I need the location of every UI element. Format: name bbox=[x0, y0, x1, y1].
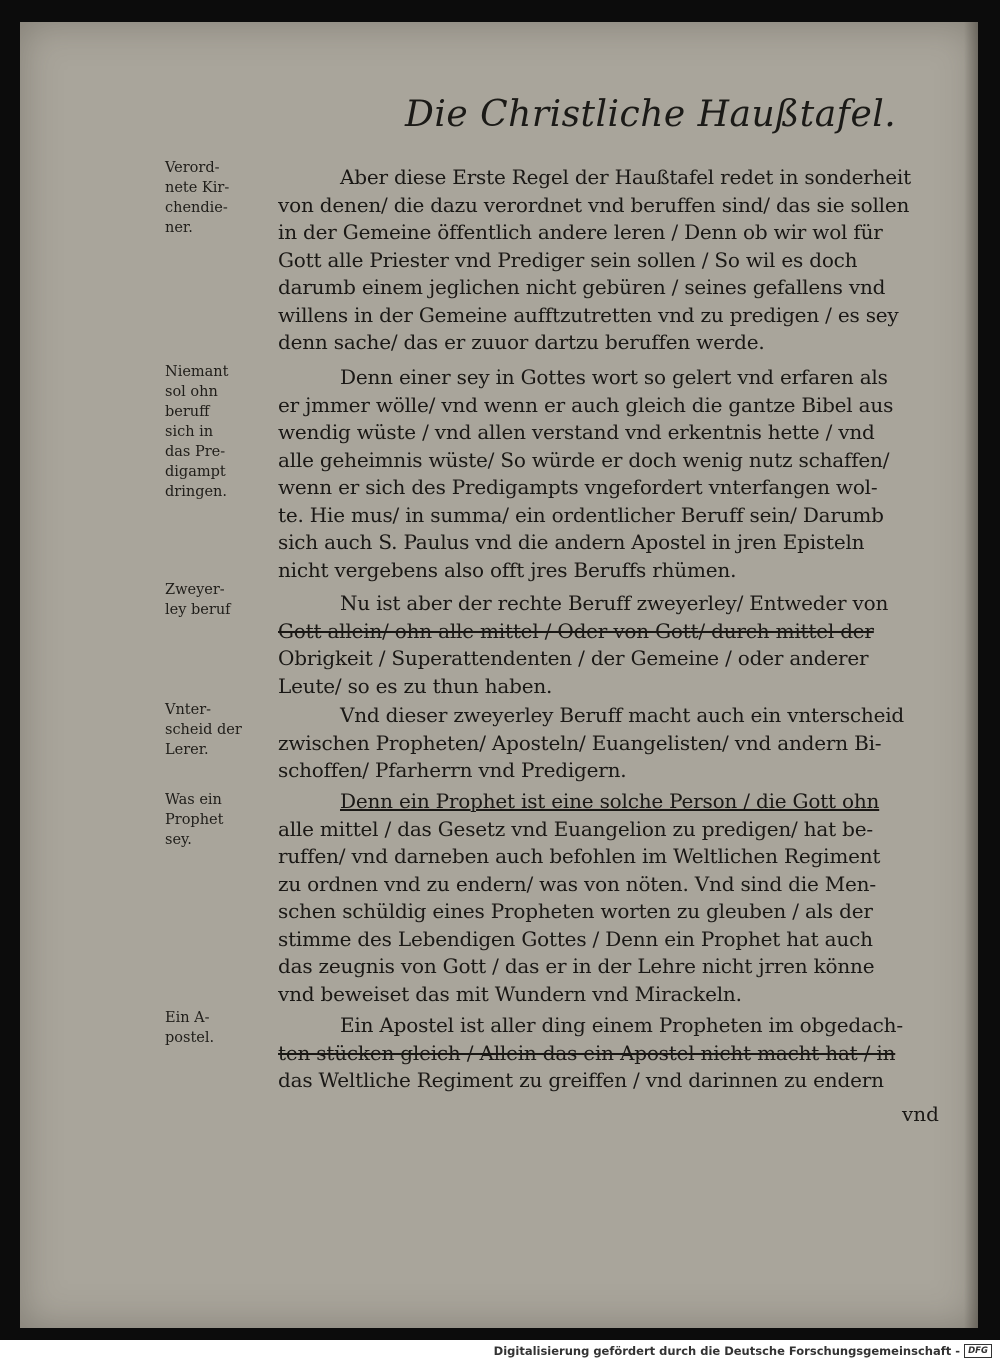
text-line: Denn einer sey in Gottes wort so gelert vnd erfaren als bbox=[340, 365, 888, 389]
text-line: zu ordnen vnd zu endern/ was von nöten. Vnd sind die Men- bbox=[278, 871, 876, 896]
text-line: Aber diese Erste Regel der Haußtafel redet in sonderheit bbox=[340, 165, 911, 189]
text-line: schen schüldig eines Propheten worten zu gleuben / als der bbox=[278, 899, 873, 923]
text-line: schoffen/ Pfarherrn vnd Predigern. bbox=[278, 758, 627, 782]
text-line: das Weltliche Regiment zu greiffen / vnd darinnen zu endern bbox=[278, 1068, 884, 1092]
text-line: Vnd dieser zweyerley Beruff macht auch ein vnterscheid bbox=[340, 703, 905, 727]
text-line: stimme des Lebendigen Gottes / Denn ein Prophet hat auch bbox=[278, 926, 873, 951]
margin-note-3: Zweyer- ley beruf bbox=[165, 582, 231, 618]
paragraph-4 bbox=[278, 702, 958, 785]
text-line: darumb einem jeglichen nicht gebüren / seines gefallens vnd bbox=[278, 275, 886, 299]
text-line: nicht vergebens also offt jres Beruffs rhümen. bbox=[278, 557, 737, 582]
margin-note-4: Vnter- scheid der Lerer. bbox=[165, 702, 242, 758]
paragraph-1 bbox=[278, 164, 958, 357]
margin-note-5: Was ein Prophet sey. bbox=[165, 792, 224, 848]
margin-note-2: Niemant sol ohn beruff sich in das Pre- digampt dringen. bbox=[165, 364, 229, 500]
text-line-underlined: Denn ein Prophet ist eine solche Person / die Gott ohn bbox=[340, 789, 880, 813]
text-line: er jmmer wölle/ vnd wenn er auch gleich die gantze Bibel aus bbox=[278, 392, 894, 417]
text-line: das zeugnis von Gott / das er in der Lehre nicht jrren könne bbox=[278, 954, 875, 978]
text-line: Nu ist aber der rechte Beruff zweyerley/ Entweder von bbox=[340, 591, 889, 615]
text-line: willens in der Gemeine aufftzutretten vnd zu predigen / es sey bbox=[278, 302, 899, 327]
page-edge-shadow bbox=[964, 22, 978, 1328]
running-head: Die Christliche Haußtafel. bbox=[405, 94, 897, 135]
text-line: Ein Apostel ist aller ding einem Propheten im obgedach- bbox=[340, 1013, 903, 1037]
paragraph-3 bbox=[278, 590, 958, 700]
margin-note-1: Verord- nete Kir- chendie- ner. bbox=[165, 160, 230, 236]
catchword: vnd bbox=[902, 1102, 939, 1126]
text-line-struck: ten stücken gleich / Allein das ein Apostel nicht macht hat / in bbox=[278, 1040, 896, 1065]
text-line: ruffen/ vnd darneben auch befohlen im Weltlichen Regiment bbox=[278, 844, 881, 868]
text-line: von denen/ die dazu verordnet vnd beruffen sind/ das sie sollen bbox=[278, 192, 910, 217]
text-line: vnd beweiset das mit Wundern vnd Mirackeln. bbox=[278, 981, 742, 1006]
paragraph-5 bbox=[278, 788, 958, 1008]
text-line: Leute/ so es zu thun haben. bbox=[278, 673, 553, 698]
dfg-logo-icon: DFG bbox=[964, 1344, 992, 1358]
paragraph-6 bbox=[278, 1012, 958, 1095]
text-line: alle mittel / das Gesetz vnd Euangelion zu predigen/ hat be- bbox=[278, 816, 873, 841]
text-line: Gott alle Priester vnd Prediger sein sollen / So wil es doch bbox=[278, 247, 858, 272]
footer-bar bbox=[0, 1340, 1000, 1364]
text-line: sich auch S. Paulus vnd die andern Apostel in jren Episteln bbox=[278, 530, 865, 554]
footer-credit: Digitalisierung gefördert durch die Deutsche Forschungsgemeinschaft - bbox=[493, 1344, 960, 1358]
margin-note-6: Ein A- postel. bbox=[165, 1010, 215, 1046]
text-line: wenn er sich des Predigampts vngefordert vnterfangen wol- bbox=[278, 475, 878, 499]
paragraph-2 bbox=[278, 364, 958, 584]
text-line: zwischen Propheten/ Aposteln/ Euangelisten/ vnd andern Bi- bbox=[278, 730, 882, 755]
text-line: Obrigkeit / Superattendenten / der Gemeine / oder anderer bbox=[278, 646, 869, 670]
text-line: alle geheimnis wüste/ So würde er doch wenig nutz schaffen/ bbox=[278, 447, 890, 472]
text-line-struck: Gott allein/ ohn alle mittel / Oder von Gott/ durch mittel der bbox=[278, 618, 874, 643]
text-line: denn sache/ das er zuuor dartzu beruffen werde. bbox=[278, 330, 765, 354]
text-line: wendig wüste / vnd allen verstand vnd erkentnis hette / vnd bbox=[278, 420, 875, 444]
text-line: in der Gemeine öffentlich andere leren / Denn ob wir wol für bbox=[278, 220, 883, 244]
text-line: te. Hie mus/ in summa/ ein ordentlicher Beruff sein/ Darumb bbox=[278, 502, 884, 527]
